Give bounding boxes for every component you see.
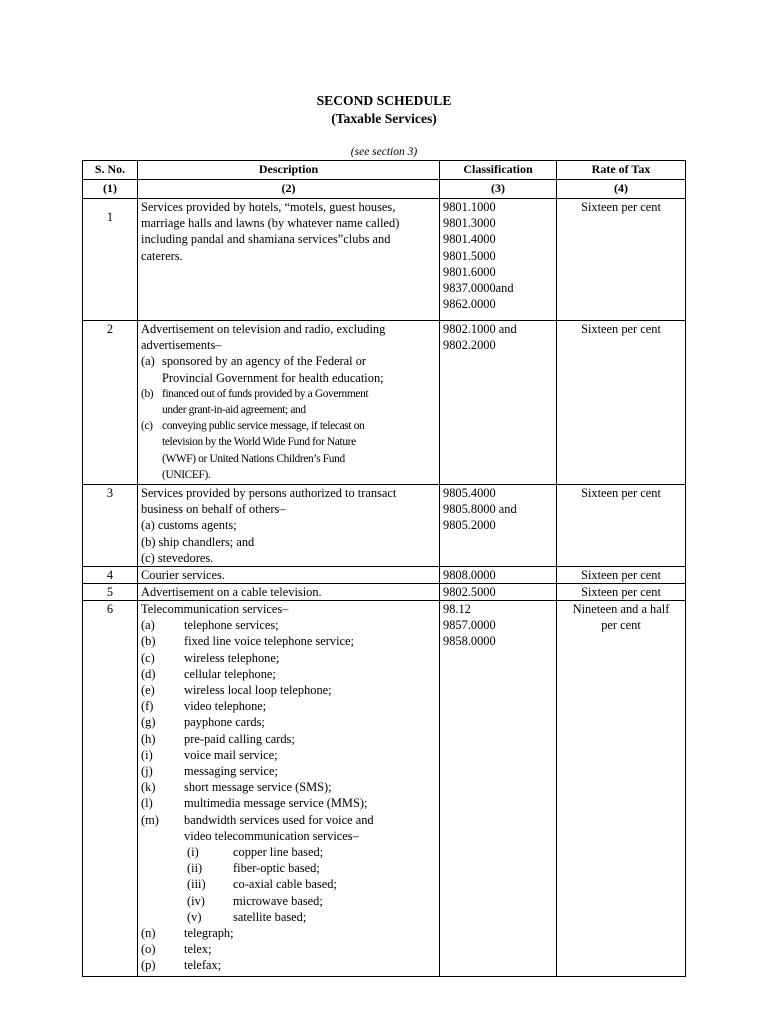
list-item (141, 925, 436, 941)
row-description (138, 321, 440, 485)
item-marker: (b) (141, 634, 156, 649)
list-item (141, 812, 436, 828)
item-text: telex; (184, 942, 212, 957)
row-classification (440, 601, 557, 977)
subitem-text: fiber-optic based; (233, 861, 320, 876)
item-text: telefax; (184, 958, 222, 973)
list-item (141, 731, 436, 747)
sub-list-item (141, 860, 436, 876)
desc-line: Advertisement on a cable television. (141, 585, 322, 600)
item-marker: (j) (141, 764, 153, 779)
desc-line: Services provided by persons authorized to transact (141, 486, 397, 500)
item-marker: (a) (141, 354, 155, 369)
row-sno: 1 (83, 199, 138, 321)
taxable-services-table (82, 160, 686, 977)
item-marker: (c) (141, 650, 155, 665)
table-row (83, 567, 686, 584)
table-row (83, 199, 686, 321)
sub-list-item (141, 876, 436, 892)
colnum-1: (1) (83, 180, 138, 199)
desc-line: (b) ship chandlers; and (141, 534, 255, 549)
list-item (141, 714, 436, 730)
item-marker: (l) (141, 796, 153, 811)
item-text: voice mail service; (184, 747, 278, 762)
item-marker: (i) (141, 747, 153, 762)
desc-line: Telecommunication services– (141, 602, 289, 617)
class-code: 9808.0000 (443, 568, 496, 583)
row-sno: 6 (83, 601, 138, 977)
subitem-text: co-axial cable based; (233, 877, 337, 892)
row-classification (440, 321, 557, 485)
class-code: 9837.0000and (443, 281, 514, 296)
list-item (141, 779, 436, 795)
row-classification (440, 584, 557, 601)
item-continuation: video telecommunication services– (184, 828, 359, 843)
list-item (141, 633, 436, 649)
row-description (138, 485, 440, 567)
desc-line: business on behalf of others– (141, 502, 286, 517)
row-sno: 5 (83, 584, 138, 601)
item-text: financed out of funds provided by a Government (162, 387, 369, 400)
class-code: 9805.8000 and (443, 502, 517, 517)
header-row (83, 161, 686, 180)
row-rate (557, 321, 686, 485)
list-item (141, 941, 436, 957)
class-code: 9801.3000 (443, 216, 496, 231)
class-code: 9805.2000 (443, 518, 496, 533)
sub-list-item (141, 893, 436, 909)
desc-line: Advertisement on television and radio, excluding (141, 322, 386, 336)
class-code: 9802.5000 (443, 585, 496, 600)
colnum-4: (4) (557, 180, 686, 199)
section-reference: (see section 3) (350, 146, 418, 158)
item-list (141, 353, 436, 483)
item-marker: (g) (141, 715, 156, 730)
item-text: telephone services; (184, 618, 279, 633)
item-text: sponsored by an agency of the Federal or (162, 354, 367, 369)
desc-line: marriage halls and lawns (by whatever name called) (141, 216, 400, 231)
rate-text: per cent (601, 618, 641, 633)
list-item (141, 698, 436, 714)
class-code: 9857.0000 (443, 618, 496, 633)
subitem-marker: (i) (187, 845, 199, 860)
item-marker: (f) (141, 699, 154, 714)
item-text: telegraph; (184, 926, 234, 941)
table-row (83, 584, 686, 601)
list-item (141, 795, 436, 811)
item-marker: (p) (141, 958, 156, 973)
item-text: cellular telephone; (184, 666, 276, 681)
item-continuation: under grant-in-aid agreement; and (162, 404, 306, 417)
list-item (141, 747, 436, 763)
subitem-marker: (ii) (187, 861, 203, 876)
subitem-text: microwave based; (233, 893, 323, 908)
table-row (83, 601, 686, 977)
sub-list-item (141, 844, 436, 860)
row-rate (557, 485, 686, 567)
row-classification (440, 199, 557, 321)
list-item (141, 763, 436, 779)
row-description (138, 199, 440, 321)
item-marker: (n) (141, 926, 156, 941)
desc-line: Services provided by hotels, “motels, guest houses, (141, 200, 396, 214)
item-text: video telephone; (184, 699, 267, 714)
table-row (83, 485, 686, 567)
list-item (141, 386, 436, 402)
row-sno: 2 (83, 321, 138, 485)
item-text: fixed line voice telephone service; (184, 634, 354, 649)
desc-line: including pandal and shamiana services”clubs and (141, 232, 391, 247)
class-code: 9802.2000 (443, 338, 496, 353)
item-marker: (c) (141, 420, 153, 433)
subitem-marker: (iii) (187, 877, 206, 892)
item-text: wireless telephone; (184, 650, 280, 665)
sub-list-item (141, 909, 436, 925)
subitem-text: satellite based; (233, 909, 307, 924)
item-text: messaging service; (184, 764, 278, 779)
row-rate (557, 199, 686, 321)
rate-text: Sixteen per cent (581, 322, 661, 336)
subitem-marker: (v) (187, 909, 202, 924)
colnum-3: (3) (440, 180, 557, 199)
row-rate (557, 584, 686, 601)
table-row (83, 321, 686, 485)
desc-line: (a) customs agents; (141, 518, 237, 533)
item-continuation: (WWF) or United Nations Children’s Fund (162, 452, 345, 465)
rate-text: Sixteen per cent (581, 486, 661, 500)
rate-text: Nineteen and a half (572, 602, 670, 617)
row-sno: 4 (83, 567, 138, 584)
row-rate (557, 601, 686, 977)
header-rate: Rate of Tax (557, 161, 686, 180)
row-sno: 3 (83, 485, 138, 567)
item-text: conveying public service message, if telecast on (162, 420, 365, 433)
desc-line: (c) stevedores. (141, 550, 214, 565)
item-text: bandwidth services used for voice and (184, 812, 374, 827)
list-item (141, 353, 436, 369)
item-marker: (b) (141, 387, 154, 400)
list-item (141, 418, 436, 434)
list-item (141, 957, 436, 973)
row-description (138, 584, 440, 601)
class-code: 9801.6000 (443, 264, 496, 279)
item-continuation: television by the World Wide Fund for Nature (162, 436, 356, 449)
list-item (141, 650, 436, 666)
item-text: pre-paid calling cards; (184, 731, 295, 746)
item-marker: (h) (141, 731, 156, 746)
class-code: 9858.0000 (443, 634, 496, 649)
rate-text: Sixteen per cent (581, 585, 661, 600)
class-code: 9802.1000 and (443, 322, 517, 336)
class-code: 9801.5000 (443, 248, 496, 263)
item-marker: (k) (141, 780, 156, 795)
row-description (138, 567, 440, 584)
class-code: 9805.4000 (443, 486, 496, 500)
item-marker: (a) (141, 618, 155, 633)
header-sno: S. No. (83, 161, 138, 180)
item-marker: (e) (141, 683, 155, 698)
item-text: payphone cards; (184, 715, 265, 730)
colnum-2: (2) (138, 180, 440, 199)
class-code: 9801.1000 (443, 200, 496, 214)
column-number-row (83, 180, 686, 199)
item-marker: (d) (141, 666, 156, 681)
item-marker: (m) (141, 812, 159, 827)
header-classification: Classification (440, 161, 557, 180)
class-code: 98.12 (443, 602, 471, 617)
row-rate (557, 567, 686, 584)
schedule-title: SECOND SCHEDULE (316, 93, 452, 108)
item-text: short message service (SMS); (184, 780, 332, 795)
item-continuation: (UNICEF). (162, 468, 211, 481)
item-text: wireless local loop telephone; (184, 683, 332, 698)
class-code: 9801.4000 (443, 232, 496, 247)
rate-text: Sixteen per cent (581, 200, 661, 214)
schedule-subtitle: (Taxable Services) (331, 111, 437, 126)
row-classification (440, 567, 557, 584)
item-continuation: Provincial Government for health education; (162, 370, 384, 385)
subitem-marker: (iv) (187, 893, 205, 908)
item-marker: (o) (141, 942, 156, 957)
list-item (141, 617, 436, 633)
item-text: multimedia message service (MMS); (184, 796, 368, 811)
desc-line: caterers. (141, 248, 183, 263)
class-code: 9862.0000 (443, 297, 496, 312)
rate-text: Sixteen per cent (581, 568, 661, 583)
subitem-text: copper line based; (233, 845, 324, 860)
row-description (138, 601, 440, 977)
list-item (141, 682, 436, 698)
desc-line: Courier services. (141, 568, 225, 583)
row-classification (440, 485, 557, 567)
desc-line: advertisements– (141, 338, 222, 353)
header-description: Description (138, 161, 440, 180)
list-item (141, 666, 436, 682)
